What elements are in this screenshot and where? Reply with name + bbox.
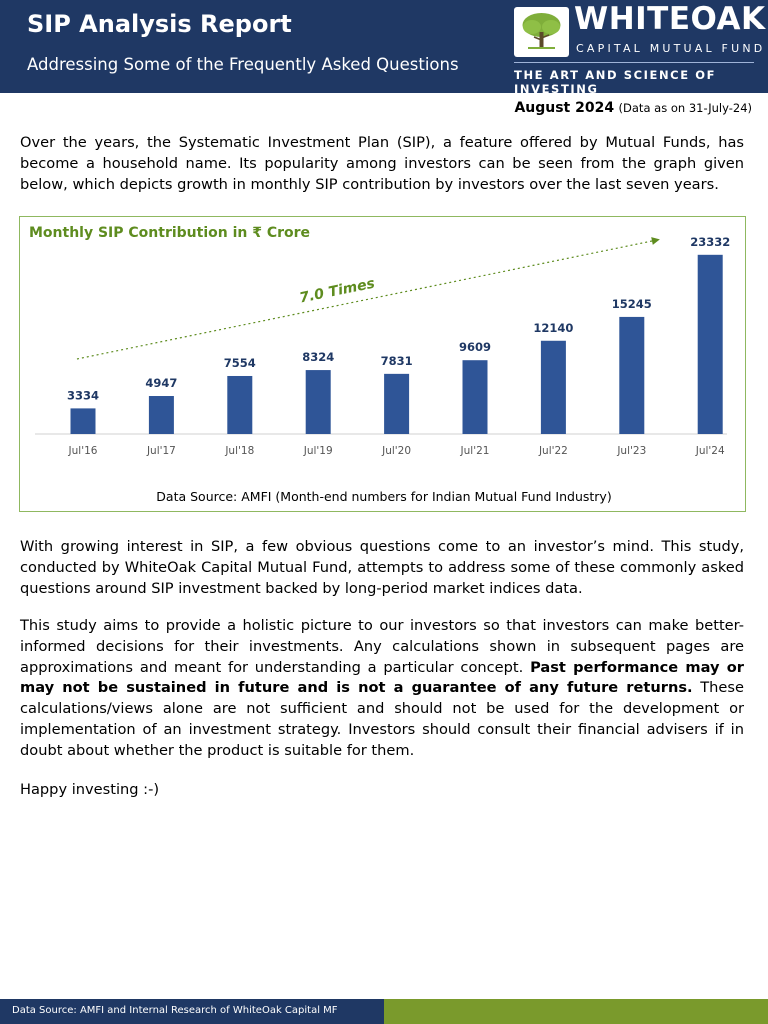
chart-title: Monthly SIP Contribution in ₹ Crore [29, 225, 311, 241]
bar-4 [384, 374, 409, 434]
footer-source: Data Source: AMFI and Internal Research of WhiteOak Capital MF [12, 1005, 338, 1016]
data-label-3: 8324 [302, 350, 335, 365]
past-performance-warning: Past performance may or may not be sustained in future and is not a guarantee of any future returns. [20, 658, 744, 697]
growth-arrow-head [651, 237, 660, 245]
footer-accent-bar [384, 999, 768, 1024]
report-header [0, 0, 768, 96]
tick-label-4: Jul'20 [382, 445, 412, 457]
data-label-1: 4947 [145, 376, 178, 391]
brand-name: WHITEOAK [574, 1, 766, 37]
data-label-0: 3334 [66, 388, 100, 403]
report-date [514, 100, 752, 116]
data-label-5: 9609 [458, 340, 492, 355]
tick-label-8: Jul'24 [695, 445, 725, 457]
oak-tree-icon [514, 7, 569, 57]
tick-label-5: Jul'21 [460, 445, 490, 457]
sip-contribution-chart [20, 217, 745, 511]
chart-source: Data Source: AMFI (Month-end numbers for Indian Mutual Fund Industry) [156, 489, 612, 504]
report-month: August 2024 [514, 100, 615, 116]
intro-paragraph: Over the years, the Systematic Investment Plan (SIP), a feature offered by Mutual Funds, has become a household name. Its popularity among investors can be seen from the graph given below, which depicts growth in monthly SIP contribution by investors over the last seven years. [20, 134, 744, 193]
closing-line: Happy investing :-) [20, 781, 160, 798]
data-label-7: 15245 [611, 296, 652, 311]
brand-divider [514, 62, 754, 63]
disclaimer-detail: These calculations/views alone are not sufficient and should not be used for the development or implementation of an investment strategy. Investors should consult their financial advisers if in doubt about whether the product is suitable for them. [20, 679, 744, 759]
data-as-of: (Data as on 31-July-24) [618, 101, 752, 115]
footer-source-bar [0, 999, 384, 1024]
data-label-4: 7831 [380, 353, 413, 368]
disclaimer-intro: This study aims to provide a holistic picture to our investors so that investors can make better-informed decisions for their investments. Any calculations shown in subsequent pages are approximations and meant for understanding a particular concept. [20, 617, 744, 676]
bar-5 [463, 360, 488, 434]
data-label-6: 12140 [533, 320, 574, 335]
growth-annotation: 7.0 Times [298, 275, 377, 307]
bar-3 [306, 370, 331, 434]
bar-8 [698, 255, 723, 434]
tick-label-2: Jul'18 [225, 445, 255, 457]
bar-1 [149, 396, 174, 434]
bar-0 [71, 408, 96, 434]
report-subtitle: Addressing Some of the Frequently Asked Questions [27, 55, 459, 74]
data-label-2: 7554 [223, 355, 256, 370]
report-title: SIP Analysis Report [27, 10, 292, 38]
bar-6 [541, 341, 566, 434]
tick-label-0: Jul'16 [68, 445, 98, 457]
bar-7 [619, 317, 644, 434]
study-paragraph: With growing interest in SIP, a few obvious questions come to an investor’s mind. This study, conducted by WhiteOak Capital Mutual Fund, attempts to address some of these commonly asked questions around SIP investment backed by long-period market indices data. [20, 538, 744, 597]
brand-subtitle: CAPITAL MUTUAL FUND [576, 42, 766, 55]
tick-label-1: Jul'17 [146, 445, 176, 457]
data-label-8: 23332 [690, 234, 731, 249]
brand-tagline: THE ART AND SCIENCE OF INVESTING [514, 68, 717, 96]
tick-label-7: Jul'23 [617, 445, 647, 457]
tick-label-3: Jul'19 [303, 445, 333, 457]
disclaimer-paragraph [20, 616, 744, 762]
bar-2 [227, 376, 252, 434]
tick-label-6: Jul'22 [538, 445, 568, 457]
